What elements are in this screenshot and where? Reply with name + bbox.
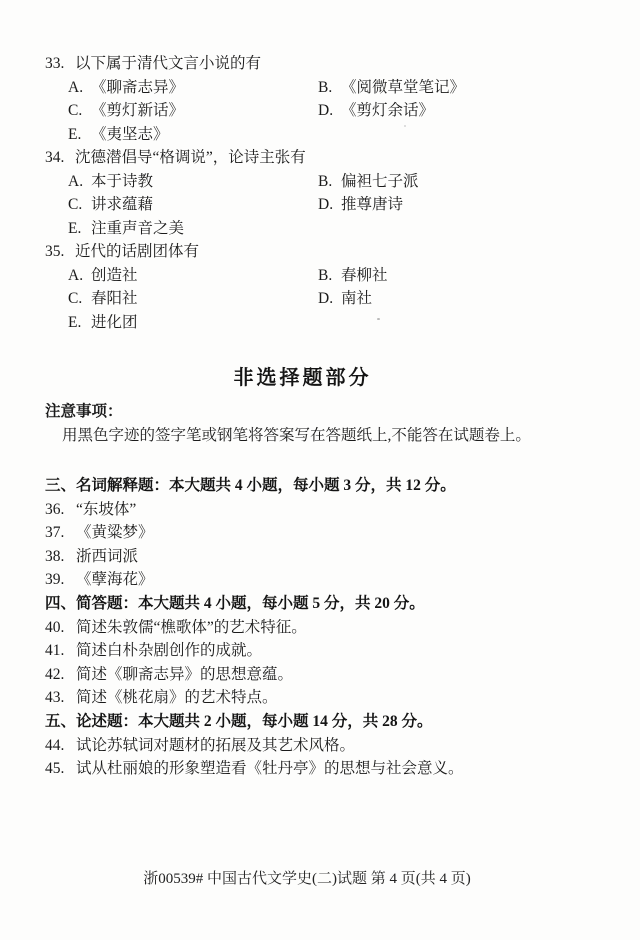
option-c: [68, 99, 318, 123]
option-text: 《阅微草堂笔记》: [341, 78, 466, 96]
option-a: [68, 170, 318, 194]
question-35: [45, 240, 604, 334]
option-text: 创造社: [91, 266, 138, 284]
question-stem-line: [45, 52, 604, 76]
question-number: 42.: [45, 665, 65, 683]
question-text: 简述《桃花扇》的艺术特点。: [76, 689, 278, 707]
option-b: [318, 170, 419, 194]
option-text: 注重声音之美: [91, 219, 185, 237]
option-a: [68, 76, 318, 100]
option-text: 南社: [341, 290, 373, 307]
option-label: A.: [68, 78, 84, 96]
scan-speckle: [377, 318, 380, 320]
option-row: [45, 287, 604, 311]
question-number: 36.: [45, 500, 65, 518]
question-36: [45, 498, 604, 522]
option-text: 推尊唐诗: [341, 196, 404, 213]
question-text: 《黄粱梦》: [76, 524, 154, 542]
option-text: 《夷坚志》: [91, 125, 169, 143]
page-footer: 浙00539# 中国古代文学史(二)试题 第 4 页(共 4 页): [143, 871, 471, 887]
section-part-heading: 非选择题部分: [233, 367, 372, 389]
option-d: [318, 287, 372, 311]
question-44: [45, 734, 604, 758]
option-d: [318, 193, 403, 217]
section-header-5: 五、论述题：本大题共 2 小题，每小题 14 分，共 28 分。: [45, 712, 433, 730]
question-stem: 近代的话剧团体有: [75, 243, 200, 260]
option-label: A.: [68, 266, 84, 284]
question-38: [45, 545, 604, 569]
question-37: [45, 521, 604, 545]
option-row: [45, 193, 604, 217]
option-row: [45, 123, 604, 147]
option-label: C.: [68, 102, 83, 119]
question-text: 简述《聊斋志异》的思想意蕴。: [76, 665, 294, 683]
question-text: 浙西词派: [76, 547, 139, 565]
question-text: 简述白朴杂剧创作的成就。: [76, 642, 263, 660]
option-label: D.: [318, 196, 334, 213]
option-row: [45, 76, 604, 100]
question-text: 试从杜丽娘的形象塑造看《牡丹亭》的思想与社会意义。: [76, 760, 464, 778]
question-text: “东坡体”: [76, 500, 137, 518]
option-c: [68, 287, 318, 311]
option-d: [318, 99, 434, 123]
option-row: [45, 217, 604, 241]
question-number: 40.: [45, 618, 65, 636]
question-stem-line: [45, 240, 604, 264]
option-row: [45, 170, 604, 194]
option-text: 春柳社: [341, 266, 388, 284]
question-40: [45, 616, 604, 640]
question-34: [45, 146, 604, 240]
question-number: 33.: [45, 55, 65, 72]
notice-title: 注意事项：: [45, 403, 123, 420]
option-b: [318, 76, 465, 100]
subjective-sections-block: [45, 474, 604, 781]
option-label: D.: [318, 102, 334, 119]
option-label: C.: [68, 290, 83, 307]
question-text: 简述朱敦儒“樵歌体”的艺术特征。: [76, 618, 307, 636]
question-stem-line: [45, 146, 604, 170]
question-41: [45, 639, 604, 663]
question-number: 43.: [45, 689, 65, 707]
option-label: C.: [68, 196, 83, 213]
option-e: [68, 311, 318, 335]
notice-body: 用黑色字迹的签字笔或钢笔将答案写在答题纸上,不能答在试题卷上。: [62, 427, 531, 444]
scan-speckle: [404, 125, 406, 127]
option-label: E.: [68, 313, 82, 331]
question-number: 37.: [45, 524, 65, 542]
option-label: A.: [68, 172, 84, 190]
question-number: 38.: [45, 547, 65, 565]
question-42: [45, 663, 604, 687]
option-row: [45, 99, 604, 123]
question-number: 41.: [45, 642, 65, 660]
question-stem: 以下属于清代文言小说的有: [75, 55, 262, 72]
question-45: [45, 757, 604, 781]
option-b: [318, 264, 388, 288]
option-text: 本于诗教: [91, 172, 154, 190]
option-a: [68, 264, 318, 288]
option-c: [68, 193, 318, 217]
question-text: 《孽海花》: [76, 571, 154, 589]
option-row: [45, 264, 604, 288]
option-e: [68, 217, 318, 241]
option-text: 《剪灯新话》: [91, 102, 185, 119]
option-text: 春阳社: [91, 290, 138, 307]
option-text: 讲求蕴藉: [91, 196, 154, 213]
question-39: [45, 568, 604, 592]
option-row: [45, 311, 604, 335]
question-number: 34.: [45, 149, 65, 166]
question-number: 45.: [45, 760, 65, 778]
option-label: D.: [318, 290, 334, 307]
question-number: 39.: [45, 571, 65, 589]
option-label: B.: [318, 78, 333, 96]
question-stem: 沈德潜倡导“格调说”，论诗主张有: [75, 149, 306, 166]
section-header-3: 三、名词解释题：本大题共 4 小题，每小题 3 分，共 12 分。: [45, 477, 456, 494]
section-header-4: 四、简答题：本大题共 4 小题，每小题 5 分，共 20 分。: [45, 594, 425, 612]
option-text: 《聊斋志异》: [91, 78, 185, 96]
option-text: 进化团: [91, 313, 138, 331]
question-number: 35.: [45, 243, 65, 260]
option-label: B.: [318, 266, 333, 284]
multiple-choice-block: [45, 52, 604, 334]
question-number: 44.: [45, 736, 65, 754]
question-text: 试论苏轼词对题材的拓展及其艺术风格。: [76, 736, 356, 754]
notice-block: [45, 400, 604, 448]
option-label: B.: [318, 172, 333, 190]
option-text: 偏袒七子派: [341, 172, 419, 190]
option-label: E.: [68, 125, 82, 143]
question-43: [45, 686, 604, 710]
option-e: [68, 123, 318, 147]
option-text: 《剪灯余话》: [341, 102, 435, 119]
option-label: E.: [68, 219, 82, 237]
question-33: [45, 52, 604, 146]
